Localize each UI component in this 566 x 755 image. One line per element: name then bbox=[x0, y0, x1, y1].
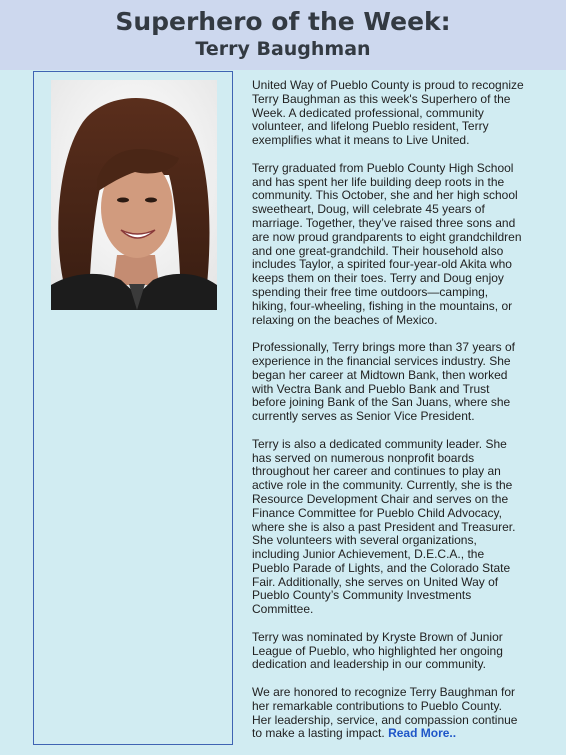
paragraph-intro: United Way of Pueblo County is proud to recognize Terry Baughman as this week's Superhero of the Week. A dedicated professional, community volunteer, and lifelong Pueblo resident, Terry exemplifies what it means to Live United. bbox=[252, 78, 524, 148]
honoree-photo bbox=[51, 80, 217, 310]
paragraph-community: Terry is also a dedicated community leader. She has served on numerous nonprofit boards throughout her career and continues to play an active role in the community. Currently, she is the Resource Development Chair and serves on the Finance Committee for Pueblo Child Advocacy, where she is also a past President and Treasurer. She volunteers with several organizations, including Junior Achievement, D.E.C.A., the Pueblo Parade of Lights, and the Colorado State Fair. Additionally, she serves on United Way of Pueblo County’s Community Investments Committee. bbox=[252, 436, 516, 617]
paragraph-closing bbox=[252, 686, 524, 741]
paragraph-professional: Professionally, Terry brings more than 37 years of experience in the financial services industry. She began her career at Midtown Bank, then worked with Vectra Bank and Pueblo Bank and Trust before joining Bank of the San Juans, where she currently serves as Senior Vice President. bbox=[252, 340, 516, 424]
page-title: Superhero of the Week: bbox=[115, 7, 451, 36]
honoree-name: Terry Baughman bbox=[195, 38, 371, 60]
paragraph-personal: Terry graduated from Pueblo County High School and has spent her life building deep roots in the community. This October, she and her high school sweetheart, Doug, will celebrate 45 years of marriage. Together, they’ve raised three sons and are now proud grandparents to eight grandchildren and one great-grandchild. Their household also includes Taylor, a spirited four-year-old Akita who keeps them on their toes. Terry and Doug enjoy spending their free time outdoors—camping, hiking, four-wheeling, fishing in the mountains, or relaxing on the beaches of Mexico. bbox=[252, 160, 522, 327]
paragraph-nomination: Terry was nominated by Kryste Brown of Junior League of Pueblo, who highlighted her ongoing dedication and leadership in our community. bbox=[252, 629, 503, 672]
page-header bbox=[0, 0, 566, 70]
closing-text: We are honored to recognize Terry Baughman for her remarkable contributions to Pueblo County. Her leadership, service, and compassion continue to make a lasting impact. bbox=[252, 685, 518, 741]
article-body bbox=[252, 79, 524, 755]
read-more-link[interactable]: Read More.. bbox=[388, 726, 457, 741]
